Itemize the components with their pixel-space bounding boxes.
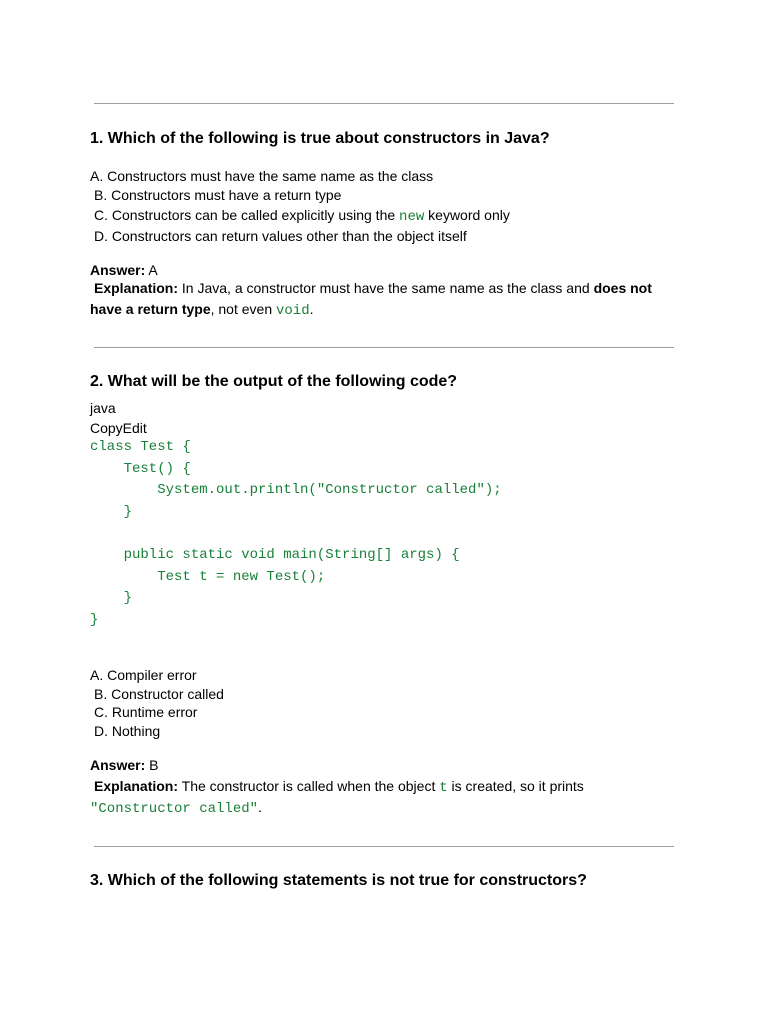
section-divider <box>94 347 674 348</box>
explanation-end: . <box>309 301 314 317</box>
option-c-suffix: keyword only <box>424 207 510 223</box>
question-2-option-a: A. Compiler error <box>90 667 197 683</box>
explanation-text: In Java, a constructor must have the same name as the class and <box>178 280 594 296</box>
explanation-text: is created, so it prints <box>447 778 584 794</box>
answer-value: A <box>145 262 158 278</box>
section-divider <box>94 103 674 104</box>
inline-code-new: new <box>399 209 425 225</box>
explanation-label: Explanation: <box>94 280 179 296</box>
question-2-explanation-line-1 <box>90 777 584 797</box>
question-2-answer <box>90 756 158 774</box>
answer-label: Answer: <box>90 757 146 773</box>
question-2-option-b: B. Constructor called <box>94 686 224 702</box>
section-divider <box>94 846 674 847</box>
question-3-title: 3. Which of the following statements is not true for constructors? <box>90 872 587 889</box>
question-1-option-a: A. Constructors must have the same name as the class <box>90 168 434 184</box>
question-1-explanation-line-1 <box>90 279 652 297</box>
code-language-label: java <box>90 400 116 416</box>
inline-code-output: "Constructor called" <box>90 801 259 817</box>
question-1-option-b: B. Constructors must have a return type <box>94 187 342 203</box>
question-1-explanation-line-2 <box>90 300 314 320</box>
explanation-text: , not even <box>210 301 276 317</box>
inline-code-void: void <box>276 303 310 319</box>
option-c-text: C. Constructors can be called explicitly using the <box>94 207 396 223</box>
question-1-option-d: D. Constructors can return values other than the object itself <box>94 228 467 244</box>
explanation-label: Explanation: <box>94 778 179 794</box>
question-1-answer <box>90 261 158 279</box>
question-2-title: 2. What will be the output of the following code? <box>90 373 458 390</box>
question-2-option-c: C. Runtime error <box>94 704 198 720</box>
question-2-option-d: D. Nothing <box>94 723 161 739</box>
question-1-option-c <box>90 206 510 226</box>
explanation-text: The constructor is called when the object <box>178 778 440 794</box>
code-block: class Test { Test() { System.out.println("Constructor called"); } public static void main(String[] args) { Test t = new Test(); } } <box>90 439 502 628</box>
explanation-end: . <box>258 799 262 815</box>
question-2-explanation-line-2 <box>90 798 262 818</box>
answer-value: B <box>145 757 159 773</box>
answer-label: Answer: <box>90 262 146 278</box>
question-1-title: 1. Which of the following is true about constructors in Java? <box>90 130 550 147</box>
copy-edit-label[interactable]: CopyEdit <box>90 420 147 436</box>
inline-code-t: t <box>439 780 448 796</box>
explanation-bold: does not <box>593 280 652 296</box>
explanation-bold: have a return type <box>90 301 211 317</box>
